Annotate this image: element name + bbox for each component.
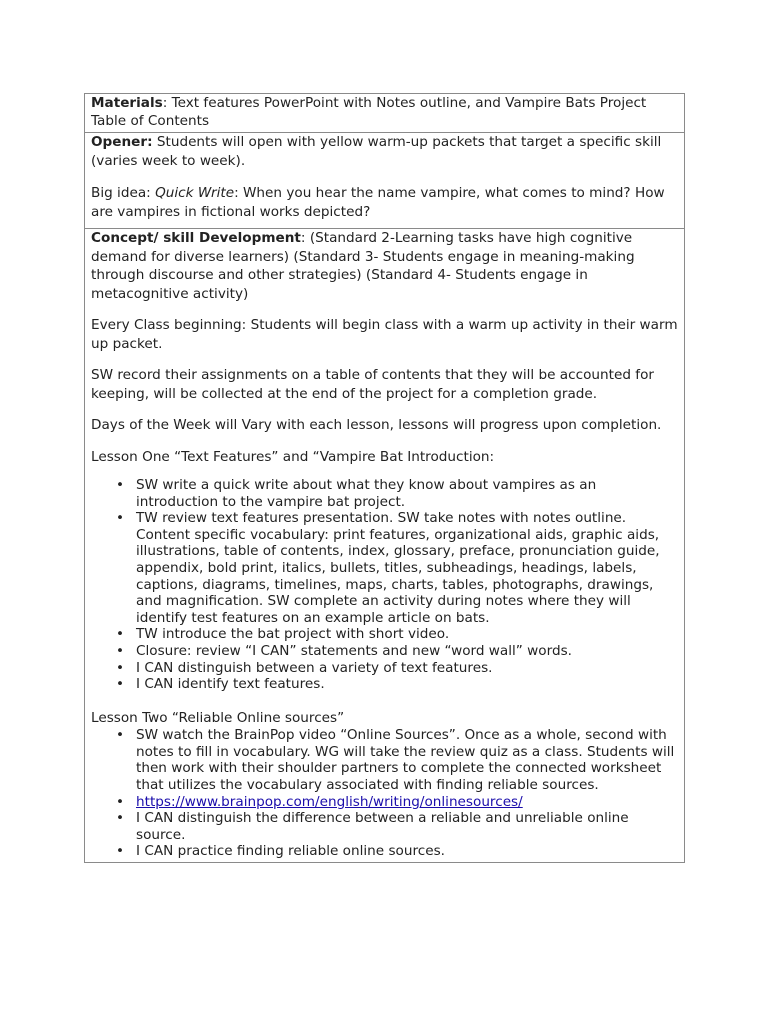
class-beginning-paragraph: Every Class beginning: Students will begin class with a warm up activity in their warm up packet. xyxy=(91,317,678,352)
materials-paragraph xyxy=(91,94,678,130)
big-idea-text: : When you hear the name vampire, what comes to mind? How are vampires in fictional works depicted? xyxy=(91,185,665,220)
brainpop-link[interactable]: https://www.brainpop.com/english/writing/onlinesources/ xyxy=(136,793,523,810)
big-idea-prefix: Big idea: xyxy=(91,185,156,201)
concept-paragraph xyxy=(91,229,678,303)
materials-cell xyxy=(84,93,685,133)
table-of-contents-paragraph: SW record their assignments on a table of contents that they will be accounted for keeping, will be collected at the end of the project for a completion grade. xyxy=(91,367,654,402)
big-idea-paragraph xyxy=(91,184,678,221)
opener-label: Opener: xyxy=(91,134,153,150)
list-item: • Closure: review “I CAN” statements and new “word wall” words. xyxy=(136,643,678,660)
concept-cell xyxy=(84,229,685,863)
days-of-week-paragraph: Days of the Week will Vary with each lesson, lessons will progress upon completion. xyxy=(91,417,662,433)
materials-label: Materials xyxy=(91,95,163,111)
list-item: • TW introduce the bat project with short video. xyxy=(136,626,678,643)
list-item: • SW watch the BrainPop video “Online Sources”. Once as a whole, second with notes to fill in vocabulary. WG will take the review quiz as a class. Students will then work with their shoulder partners to complete the connected worksheet that utilizes the vocabulary associated with finding reliable sources. xyxy=(136,727,678,793)
list-item: • I CAN identify text features. xyxy=(136,676,678,693)
lesson-one-list xyxy=(91,477,678,693)
list-item-link xyxy=(136,794,678,811)
list-item: • SW write a quick write about what they know about vampires as an introduction to the vampire bat project. xyxy=(136,477,678,510)
materials-text: : Text features PowerPoint with Notes outline, and Vampire Bats Project Table of Contents xyxy=(91,95,647,129)
list-item: • TW review text features presentation. SW take notes with notes outline. Content specific vocabulary: print features, organizational aids, graphic aids, illustrations, table of contents, index, glossary, preface, pronunciation guide, appendix, bold print, italics, bullets, titles, subheadings, headings, labels, captions, diagrams, timelines, maps, charts, tables, photographs, drawings, and magnification. SW complete an activity during notes where they will identify test features on an example article on bats. xyxy=(136,510,678,626)
lesson-plan-table xyxy=(84,93,685,863)
concept-label: Concept/ skill Development xyxy=(91,230,301,246)
list-item: • I CAN distinguish the difference between a reliable and unreliable online source. xyxy=(136,810,678,843)
big-idea-italic: Quick Write xyxy=(155,185,235,201)
concept-text: : (Standard 2-Learning tasks have high cognitive demand for diverse learners) (Standard 3- Students engage in meaning-making through discourse and other strategies) (Standard 4- Students engage in metacognitive activity) xyxy=(91,230,635,302)
opener-cell xyxy=(84,133,685,229)
opener-text: Students will open with yellow warm-up packets that target a specific skill (varies week to week). xyxy=(91,134,662,169)
lesson-two-list xyxy=(91,727,678,860)
list-item: • I CAN practice finding reliable online sources. xyxy=(136,843,678,860)
list-item: • I CAN distinguish between a variety of text features. xyxy=(136,660,678,677)
opener-paragraph xyxy=(91,133,678,170)
lesson-one-title: Lesson One “Text Features” and “Vampire Bat Introduction: xyxy=(91,448,495,465)
lesson-two-title: Lesson Two “Reliable Online sources” xyxy=(91,709,345,726)
